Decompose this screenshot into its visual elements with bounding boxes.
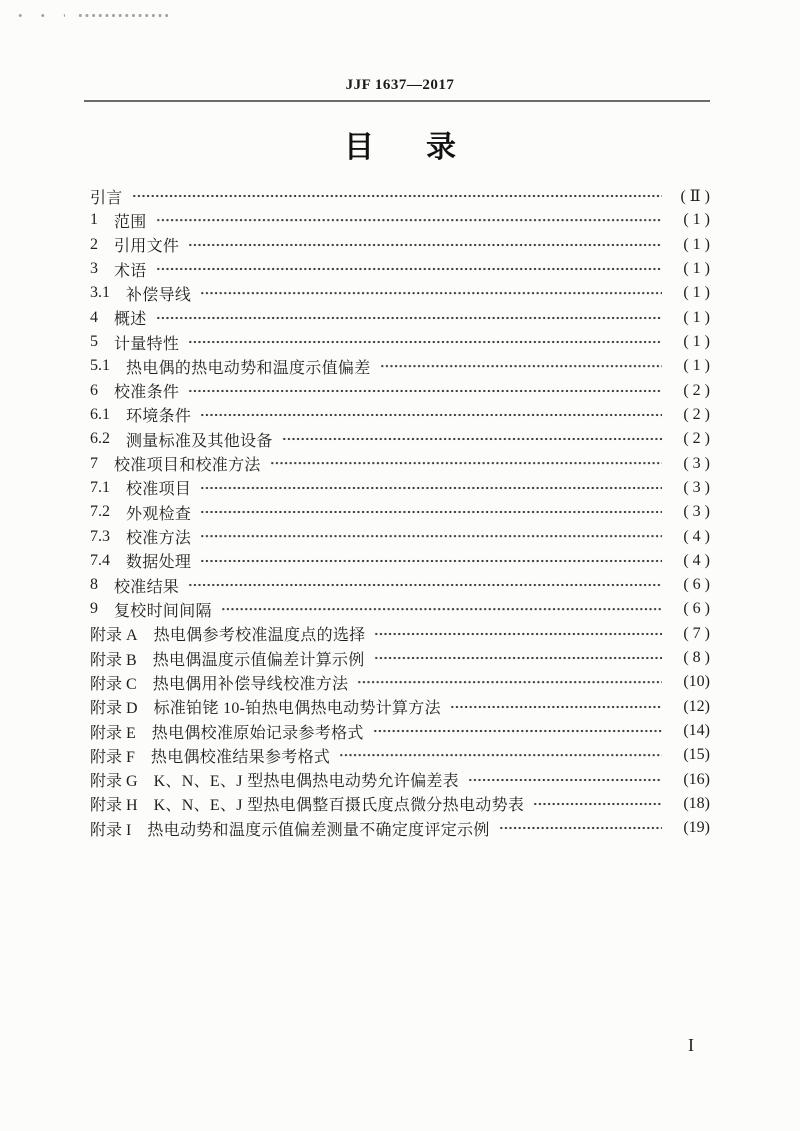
document-header	[0, 77, 800, 94]
toc-entry	[90, 281, 710, 305]
toc-entry-page: ( 3 )	[683, 478, 710, 496]
toc-leader-dots	[187, 233, 662, 257]
toc-entry-number: 附录 H	[90, 797, 138, 815]
toc-leader-dots	[372, 719, 662, 743]
toc-entry-number: 附录 D	[90, 700, 138, 718]
toc-entry	[90, 451, 710, 475]
toc-entry-title: 术语	[114, 262, 147, 280]
toc-entry	[90, 743, 710, 767]
toc-leader-dots	[199, 476, 662, 500]
toc-entry	[90, 670, 710, 694]
toc-entry-number: 附录 F	[90, 748, 135, 766]
header-divider	[84, 100, 710, 102]
toc-entry	[90, 524, 710, 548]
toc-leader-dots	[199, 524, 662, 548]
toc-title-char-right: 录	[426, 131, 456, 164]
toc-page-title	[0, 130, 800, 166]
toc-entry-number: 3.1	[90, 284, 110, 302]
toc-entry-page: ( 1 )	[683, 284, 710, 302]
toc-entry-page: ( 8 )	[683, 649, 710, 667]
toc-leader-dots	[449, 695, 662, 719]
toc-leader-dots	[155, 208, 662, 232]
toc-entry-title: 校准项目	[126, 481, 192, 499]
toc-entry-number: 附录 E	[90, 724, 136, 742]
toc-entry	[90, 379, 710, 403]
toc-leader-dots	[155, 306, 662, 330]
toc-entry-page: ( 4 )	[683, 551, 710, 569]
toc-entry-number: 9	[90, 600, 98, 618]
toc-entry-title: 热电偶的热电动势和温度示值偏差	[126, 359, 371, 377]
toc-entry-number: 7.4	[90, 551, 110, 569]
toc-leader-dots	[379, 354, 662, 378]
toc-entry-page: ( 1 )	[683, 357, 710, 375]
toc-leader-dots	[532, 792, 662, 816]
toc-leader-dots	[269, 451, 662, 475]
scan-dots-group-sparse	[7, 13, 65, 18]
toc-entry-page: ( 2 )	[683, 405, 710, 423]
toc-entry	[90, 184, 710, 208]
toc-entry-page: ( 3 )	[683, 454, 710, 472]
toc-entry-page: ( Ⅱ )	[680, 188, 710, 206]
toc-entry-title: 标准铂铑 10-铂热电偶热电动势计算方法	[153, 700, 441, 718]
toc-entry-page: ( 1 )	[683, 308, 710, 326]
toc-entry-number: 附录 A	[90, 627, 138, 645]
toc-leader-dots	[199, 281, 662, 305]
toc-entry	[90, 403, 710, 427]
toc-leader-dots	[131, 184, 662, 208]
toc-entry-number: 7	[90, 454, 98, 472]
toc-entry	[90, 208, 710, 232]
toc-entry-title: 引用文件	[114, 238, 180, 256]
toc-leader-dots	[373, 646, 662, 670]
scan-dots-group-dense	[75, 13, 169, 18]
toc-entry-page: ( 2 )	[683, 430, 710, 448]
toc-entry	[90, 597, 710, 621]
toc-entry-title: 数据处理	[126, 554, 192, 572]
toc-leader-dots	[199, 500, 662, 524]
toc-entry-page: (14)	[683, 722, 710, 740]
toc-entry-page: (16)	[683, 770, 710, 788]
toc-entry-title: 环境条件	[126, 408, 192, 426]
toc-entry-number: 2	[90, 235, 98, 253]
toc-entry-title: 计量特性	[114, 335, 180, 353]
page-number: I	[688, 1035, 694, 1055]
toc-entry-page: ( 2 )	[683, 381, 710, 399]
toc-entry-number: 8	[90, 576, 98, 594]
toc-entry-title: K、N、E、J 型热电偶整百摄氏度点微分热电动势表	[153, 797, 525, 815]
toc-entry	[90, 354, 710, 378]
toc-entry-page: ( 1 )	[683, 211, 710, 229]
toc-entry-title: 热电偶温度示值偏差计算示例	[152, 651, 365, 669]
toc-entry-title: 复校时间间隔	[114, 602, 212, 620]
toc-entry-page: (12)	[683, 697, 710, 715]
toc-entry-page: (10)	[683, 673, 710, 691]
toc-entry	[90, 233, 710, 257]
toc-entry-page: (18)	[683, 794, 710, 812]
toc-entry-number: 6.2	[90, 430, 110, 448]
toc-entry-page: (19)	[683, 819, 710, 837]
toc-entry	[90, 427, 710, 451]
toc-entry-title: 引言	[90, 189, 123, 207]
toc-entry-title: 校准方法	[126, 530, 192, 548]
toc-entry	[90, 476, 710, 500]
toc-entry-title: 外观检查	[126, 505, 192, 523]
toc-leader-dots	[338, 743, 662, 767]
toc-leader-dots	[187, 330, 662, 354]
toc-entry	[90, 622, 710, 646]
toc-entry-number: 6.1	[90, 405, 110, 423]
toc-entry-title: 测量标准及其他设备	[126, 432, 273, 450]
toc-entry-number: 1	[90, 211, 98, 229]
toc-leader-dots	[220, 597, 662, 621]
toc-entry-page: ( 6 )	[683, 576, 710, 594]
toc-entry-title: 热电偶校准结果参考格式	[150, 748, 331, 766]
toc-title-char-left: 目	[344, 131, 374, 164]
toc-entry-page: ( 1 )	[683, 260, 710, 278]
toc-leader-dots	[356, 670, 662, 694]
toc-entry-page: ( 4 )	[683, 527, 710, 545]
toc-entry-title: 补偿导线	[126, 286, 192, 304]
toc-entry-title: 热电动势和温度示值偏差测量不确定度评定示例	[147, 821, 490, 839]
toc-entry-page: ( 1 )	[683, 333, 710, 351]
toc-entry	[90, 306, 710, 330]
toc-entry-page: (15)	[683, 746, 710, 764]
toc-entry-title: 校准项目和校准方法	[114, 457, 261, 475]
toc-entry-number: 附录 I	[90, 821, 132, 839]
toc-leader-dots	[281, 427, 662, 451]
toc-entry	[90, 768, 710, 792]
toc-entry-title: 概述	[114, 311, 147, 329]
toc-entry	[90, 549, 710, 573]
toc-entry-number: 5	[90, 333, 98, 351]
toc-entry	[90, 257, 710, 281]
toc-entry-page: ( 7 )	[683, 624, 710, 642]
toc-leader-dots	[498, 816, 662, 840]
doc-number: JJF 1637—2017	[345, 77, 455, 93]
toc-entry-number: 附录 G	[90, 773, 138, 791]
toc-leader-dots	[155, 257, 662, 281]
toc-entry-title: 热电偶用补偿导线校准方法	[152, 675, 349, 693]
toc-entry-number: 附录 B	[90, 651, 137, 669]
toc-entry-number: 6	[90, 381, 98, 399]
toc-entry-title: 校准条件	[114, 384, 180, 402]
toc-leader-dots	[467, 768, 662, 792]
toc-entry-title: K、N、E、J 型热电偶热电动势允许偏差表	[153, 773, 459, 791]
toc-entry-title: 校准结果	[114, 578, 180, 596]
toc-entry	[90, 792, 710, 816]
toc-leader-dots	[199, 403, 662, 427]
toc-entry	[90, 695, 710, 719]
toc-leader-dots	[199, 549, 662, 573]
toc-list	[90, 184, 710, 840]
toc-entry-number: 7.1	[90, 478, 110, 496]
toc-entry	[90, 646, 710, 670]
toc-entry	[90, 816, 710, 840]
toc-entry-number: 附录 C	[90, 675, 137, 693]
toc-entry-number: 3	[90, 260, 98, 278]
toc-entry	[90, 573, 710, 597]
toc-entry-number: 7.2	[90, 503, 110, 521]
toc-entry	[90, 330, 710, 354]
toc-entry-page: ( 3 )	[683, 503, 710, 521]
toc-entry-number: 4	[90, 308, 98, 326]
toc-entry	[90, 500, 710, 524]
toc-entry-page: ( 6 )	[683, 600, 710, 618]
toc-leader-dots	[187, 573, 662, 597]
toc-entry-number: 5.1	[90, 357, 110, 375]
toc-entry-number: 7.3	[90, 527, 110, 545]
toc-entry-title: 范围	[114, 213, 147, 231]
toc-leader-dots	[373, 622, 662, 646]
toc-entry-title: 热电偶参考校准温度点的选择	[153, 627, 366, 645]
toc-entry-title: 热电偶校准原始记录参考格式	[151, 724, 364, 742]
toc-leader-dots	[187, 379, 662, 403]
toc-entry-page: ( 1 )	[683, 235, 710, 253]
toc-entry	[90, 719, 710, 743]
